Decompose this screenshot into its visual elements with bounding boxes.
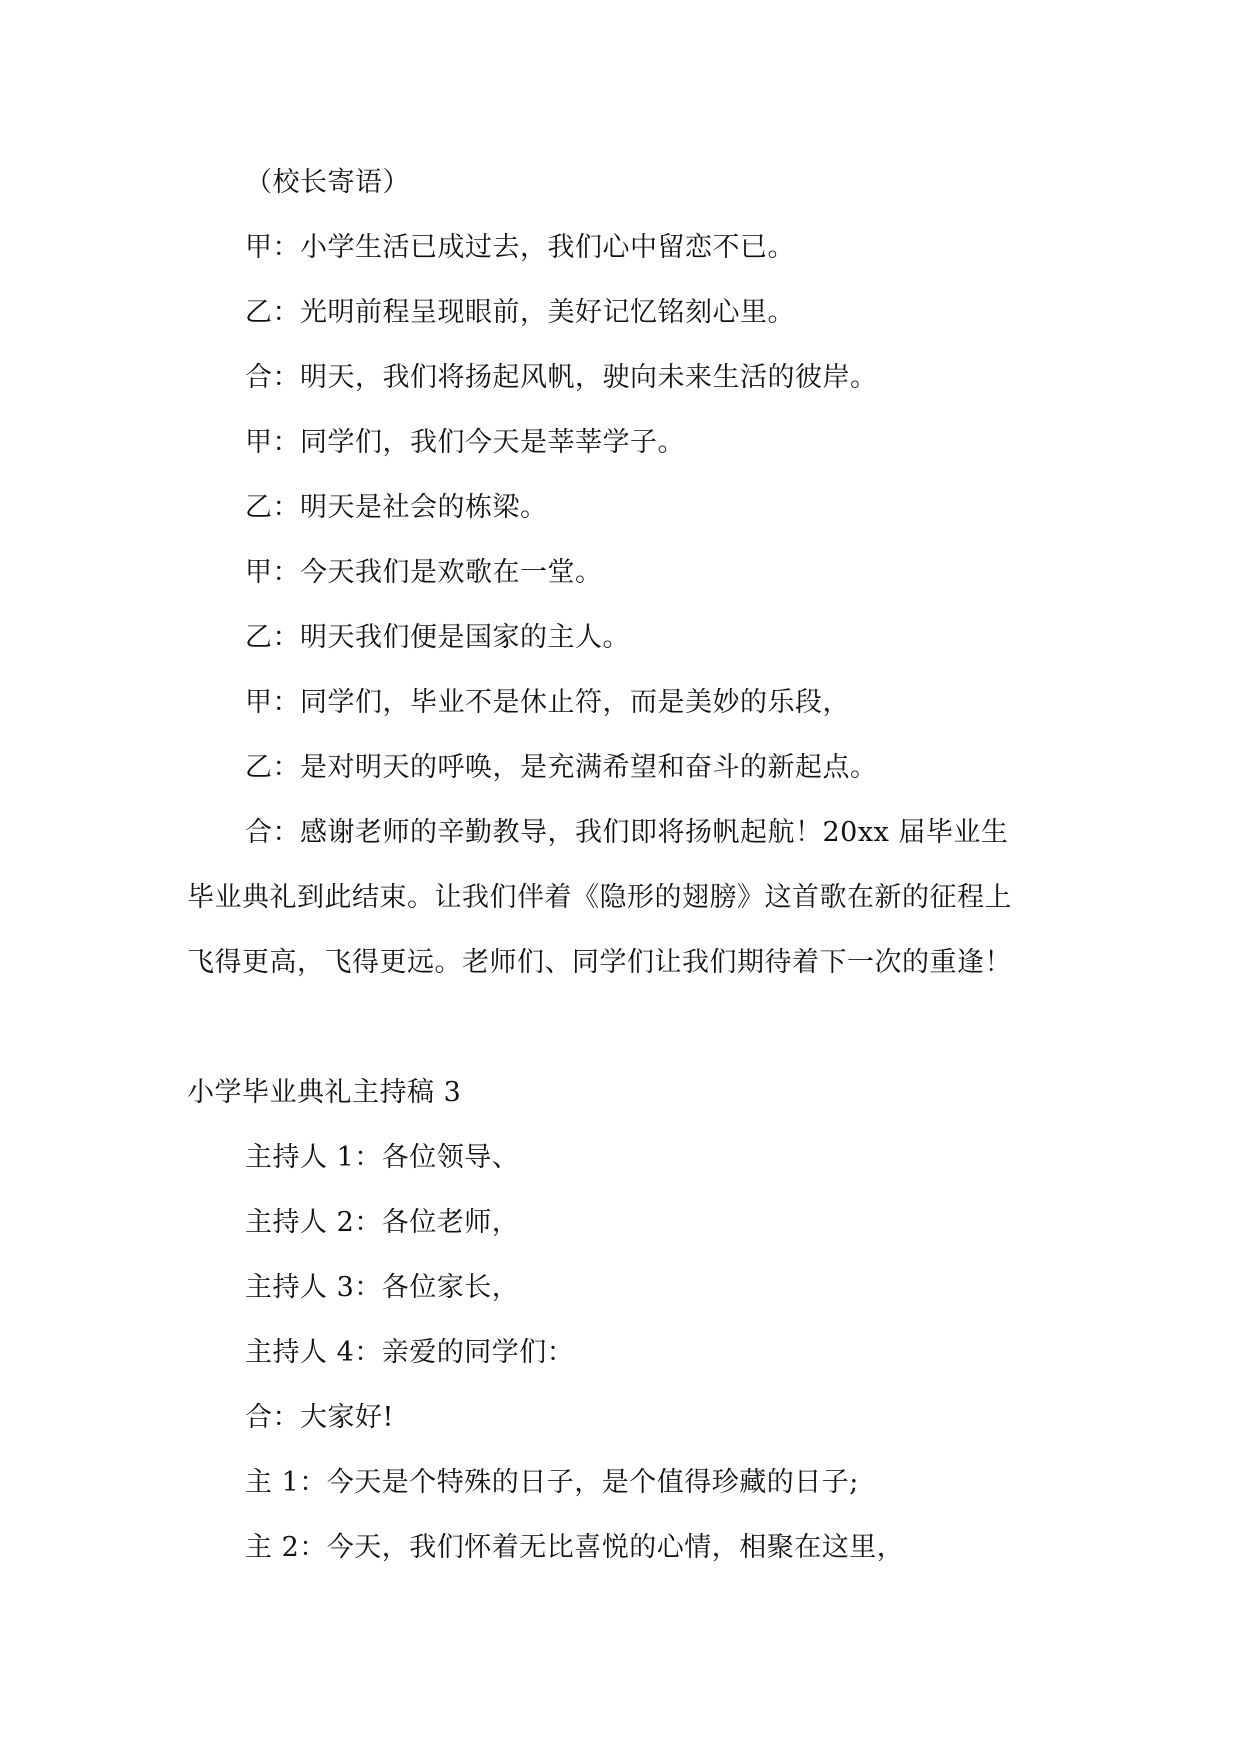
paragraph-line: 主持人 2：各位老师， bbox=[245, 1207, 520, 1238]
paragraph-line: 乙：光明前程呈现眼前，美好记忆铭刻心里。 bbox=[245, 297, 795, 328]
paragraph-line: 主持人 1：各位领导、 bbox=[245, 1142, 520, 1173]
paragraph-line: 乙：是对明天的呼唤，是充满希望和奋斗的新起点。 bbox=[245, 752, 878, 783]
paragraph-line: （校长寄语） bbox=[245, 167, 410, 198]
paragraph-line: 甲：小学生活已成过去，我们心中留恋不已。 bbox=[245, 232, 795, 263]
paragraph-line: 毕业典礼到此结束。让我们伴着《隐形的翅膀》这首歌在新的征程上 bbox=[187, 882, 1012, 913]
section-title: 小学毕业典礼主持稿 3 bbox=[187, 1077, 462, 1108]
paragraph-line: 乙：明天是社会的栋梁。 bbox=[245, 492, 548, 523]
paragraph-line: 合：感谢老师的辛勤教导，我们即将扬帆起航！20xx 届毕业生 bbox=[245, 817, 1009, 848]
paragraph-line: 乙：明天我们便是国家的主人。 bbox=[245, 622, 630, 653]
paragraph-line: 甲：今天我们是欢歌在一堂。 bbox=[245, 557, 603, 588]
paragraph-line: 甲：同学们，我们今天是莘莘学子。 bbox=[245, 427, 685, 458]
paragraph-line: 主持人 4：亲爱的同学们： bbox=[245, 1337, 575, 1368]
paragraph-line: 主 1：今天是个特殊的日子，是个值得珍藏的日子; bbox=[245, 1467, 859, 1498]
paragraph-line: 甲：同学们，毕业不是休止符，而是美妙的乐段， bbox=[245, 687, 850, 718]
paragraph-line: 合：明天，我们将扬起风帆，驶向未来生活的彼岸。 bbox=[245, 362, 878, 393]
paragraph-line: 主 2：今天，我们怀着无比喜悦的心情，相聚在这里， bbox=[245, 1532, 905, 1563]
paragraph-line: 主持人 3：各位家长， bbox=[245, 1272, 520, 1303]
paragraph-line: 飞得更高，飞得更远。老师们、同学们让我们期待着下一次的重逢！ bbox=[187, 947, 1012, 978]
paragraph-line: 合：大家好! bbox=[245, 1402, 394, 1433]
